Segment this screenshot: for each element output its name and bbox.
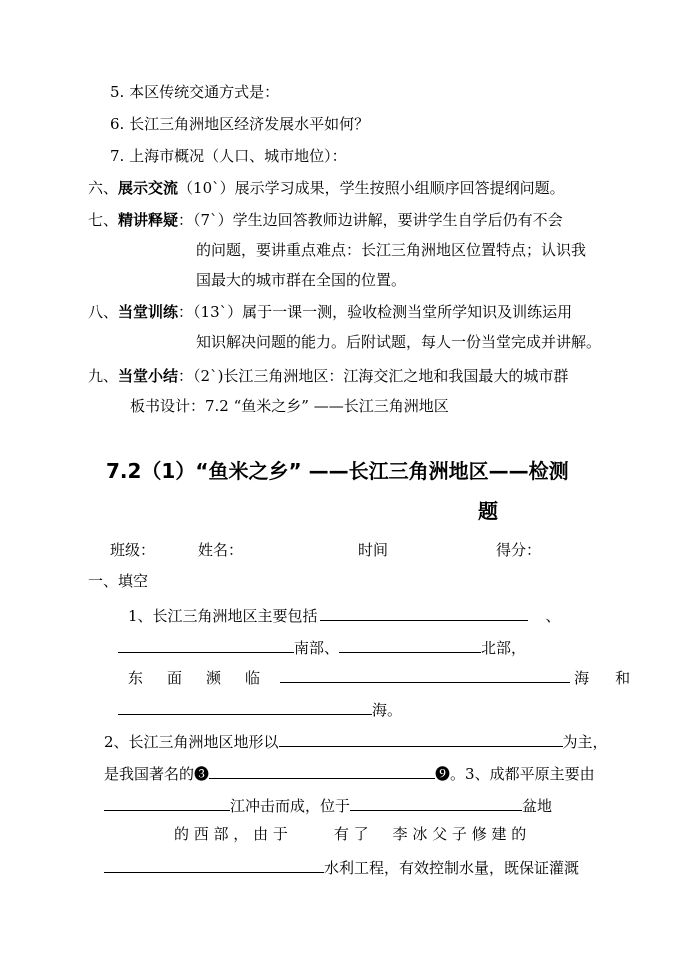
plan-section-8: [88, 302, 572, 322]
plan-section-6: [88, 178, 565, 198]
question-text: 3、成都平原主要由: [465, 765, 595, 783]
question-text: 有 了: [333, 825, 369, 843]
section-fill-blank: 一、填空: [88, 572, 149, 590]
question-text: 东: [128, 669, 144, 687]
answer-blank[interactable]: [104, 856, 324, 873]
question-text: 北部，: [481, 639, 527, 657]
plan-section-7-cont-2: 国最大的城市群在全国的位置。: [196, 271, 407, 289]
section-text: （10`）展示学习成果，学生按照小组顺序回答提纲问题。: [178, 179, 565, 197]
question-text: 海。: [372, 701, 403, 719]
name-label: 姓名：: [198, 541, 244, 559]
board-design: 板书设计：7.2 “鱼米之乡” ——长江三角洲地区: [130, 397, 449, 415]
question-3-line-3: [174, 824, 526, 844]
class-label: 班级：: [110, 541, 156, 559]
question-text: 南部、: [294, 639, 340, 657]
answer-blank[interactable]: [350, 794, 522, 811]
question-text: 2、长江三角洲地区地形以: [104, 733, 279, 751]
section-number: 七、: [88, 211, 119, 229]
section-heading: 展示交流: [118, 179, 179, 197]
answer-blank[interactable]: [104, 794, 230, 811]
question-text: 濒: [206, 669, 222, 687]
question-text: 和: [615, 669, 631, 687]
question-text: 为主，: [562, 733, 608, 751]
question-text: 江冲击而成，位于: [230, 797, 351, 815]
section-heading: 精讲释疑: [118, 211, 179, 229]
section-number: 六、: [88, 179, 119, 197]
question-text: 李 冰 父 子 修 建 的: [392, 825, 527, 843]
answer-blank[interactable]: [118, 636, 294, 653]
question-text: 是我国著名的❸: [104, 765, 210, 783]
plan-section-9: [88, 366, 568, 386]
question-1-line-1: [128, 604, 561, 626]
question-text: 临: [245, 669, 261, 687]
answer-blank[interactable]: [118, 698, 372, 715]
plan-section-7: [88, 210, 563, 230]
question-text: 的 西 部 ， 由 于: [174, 825, 288, 843]
question-text: ❾。: [435, 765, 466, 783]
section-heading: 当堂训练: [118, 303, 179, 321]
answer-blank[interactable]: [339, 636, 481, 653]
answer-blank[interactable]: [280, 666, 570, 683]
time-label: 时间: [358, 541, 389, 559]
answer-blank[interactable]: [320, 604, 528, 621]
question-text: 1、长江三角洲地区主要包括: [128, 607, 318, 625]
question-2-line-1: [104, 730, 608, 752]
plan-item-5: 5. 本区传统交通方式是：: [110, 83, 280, 101]
question-text: 海: [574, 669, 590, 687]
question-text: 盆地: [522, 797, 553, 815]
question-3-line-4: [104, 856, 579, 878]
section-number: 八、: [88, 303, 119, 321]
section-text: ：（13`）属于一课一测，验收检测当堂所学知识及训练运用: [178, 303, 573, 321]
plan-item-6: 6. 长江三角洲地区经济发展水平如何？: [110, 115, 370, 133]
question-text: 、: [545, 607, 561, 625]
plan-section-7-cont-1: 的问题，要讲重点难点：长江三角洲地区位置特点；认识我: [196, 241, 587, 259]
question-text: 水利工程，有效控制水量，既保证灌溉: [324, 859, 580, 877]
test-title-line-1: 7.2（1）“鱼米之乡” ——长江三角洲地区——检测: [106, 459, 569, 483]
question-1-line-2: [118, 636, 526, 658]
plan-item-7: 7. 上海市概况（人口、城市地位）：: [110, 147, 347, 165]
section-heading: 当堂小结: [118, 367, 179, 385]
answer-blank[interactable]: [209, 762, 435, 779]
section-text: ：（2`)长江三角洲地区：江海交汇之地和我国最大的城市群: [178, 367, 569, 385]
question-3-line-2: [104, 794, 552, 816]
answer-blank[interactable]: [279, 730, 563, 747]
question-1-line-4: [118, 698, 402, 720]
score-label: 得分：: [496, 541, 542, 559]
section-number: 九、: [88, 367, 119, 385]
question-text: 面: [167, 669, 183, 687]
test-title-line-2: 题: [478, 499, 498, 523]
question-1-line-3: [128, 666, 630, 688]
question-2-line-2: [104, 762, 595, 784]
section-text: ：（7`）学生边回答教师边讲解，要讲学生自学后仍有不会: [178, 211, 563, 229]
plan-section-8-cont: 知识解决问题的能力。后附试题，每人一份当堂完成并讲解。: [196, 333, 602, 351]
